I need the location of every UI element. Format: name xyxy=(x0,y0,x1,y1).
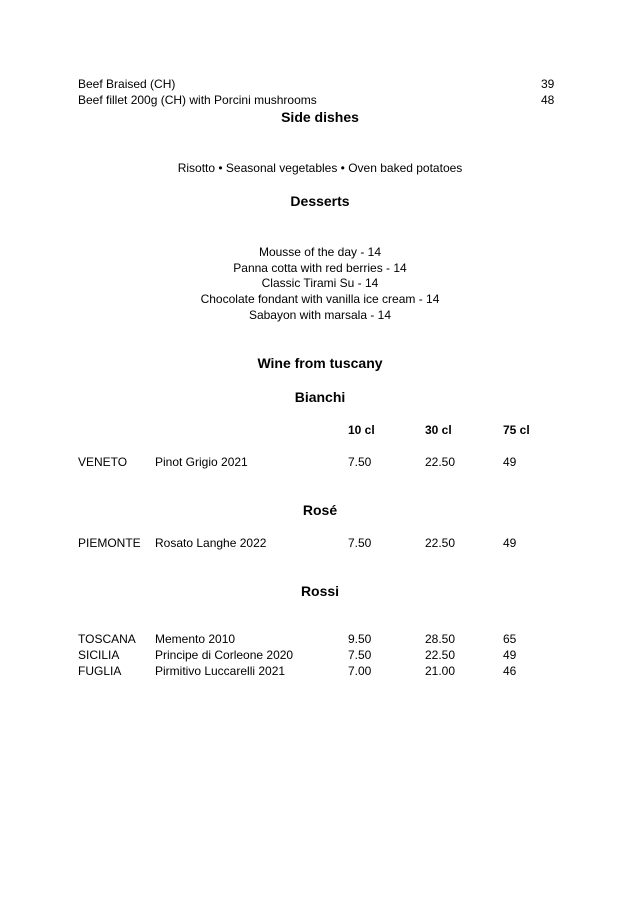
wine-price-75cl: 65 xyxy=(503,632,517,646)
side-dishes-list: Risotto • Seasonal vegetables • Oven baked potatoes xyxy=(177,161,463,175)
wine-region: TOSCANA xyxy=(78,632,136,646)
main-item-name: Beef fillet 200g (CH) with Porcini mushrooms xyxy=(78,93,317,107)
wine-price-10cl: 9.50 xyxy=(348,632,372,646)
wine-price-10cl: 7.50 xyxy=(348,455,372,469)
wine-name: Memento 2010 xyxy=(155,632,236,646)
dessert-item: Mousse of the day - 14 xyxy=(258,245,382,259)
column-header-30cl: 30 cl xyxy=(425,423,452,437)
wine-region: SICILIA xyxy=(78,648,120,662)
dessert-item: Panna cotta with red berries - 14 xyxy=(233,261,407,275)
main-item-name: Beef Braised (CH) xyxy=(78,77,176,91)
rossi-title: Rossi xyxy=(300,583,340,599)
wine-region: PIEMONTE xyxy=(78,536,141,550)
wine-title: Wine from tuscany xyxy=(257,355,383,371)
wine-region: VENETO xyxy=(78,455,128,469)
wine-price-30cl: 22.50 xyxy=(425,536,456,550)
bianchi-title: Bianchi xyxy=(294,389,346,405)
rose-title: Rosé xyxy=(302,502,338,518)
wine-name: Pinot Grigio 2021 xyxy=(155,455,248,469)
column-header-10cl: 10 cl xyxy=(348,423,375,437)
column-header-75cl: 75 cl xyxy=(503,423,530,437)
main-item-price: 39 xyxy=(541,77,555,91)
wine-price-30cl: 28.50 xyxy=(425,632,456,646)
main-item-price: 48 xyxy=(541,93,555,107)
wine-name: Pirmitivo Luccarelli 2021 xyxy=(155,664,286,678)
wine-price-75cl: 49 xyxy=(503,455,517,469)
dessert-item: Classic Tirami Su - 14 xyxy=(261,276,379,290)
wine-price-75cl: 49 xyxy=(503,536,517,550)
dessert-item: Chocolate fondant with vanilla ice cream - 14 xyxy=(200,292,440,306)
wine-name: Principe di Corleone 2020 xyxy=(155,648,294,662)
wine-price-10cl: 7.50 xyxy=(348,536,372,550)
desserts-title: Desserts xyxy=(290,193,350,209)
wine-name: Rosato Langhe 2022 xyxy=(155,536,267,550)
wine-price-10cl: 7.00 xyxy=(348,664,372,678)
wine-price-75cl: 46 xyxy=(503,664,517,678)
wine-price-30cl: 21.00 xyxy=(425,664,456,678)
wine-price-30cl: 22.50 xyxy=(425,648,456,662)
wine-region: FUGLIA xyxy=(78,664,122,678)
wine-price-10cl: 7.50 xyxy=(348,648,372,662)
side-dishes-title: Side dishes xyxy=(281,109,359,125)
wine-price-75cl: 49 xyxy=(503,648,517,662)
dessert-item: Sabayon with marsala - 14 xyxy=(248,308,392,322)
wine-price-30cl: 22.50 xyxy=(425,455,456,469)
